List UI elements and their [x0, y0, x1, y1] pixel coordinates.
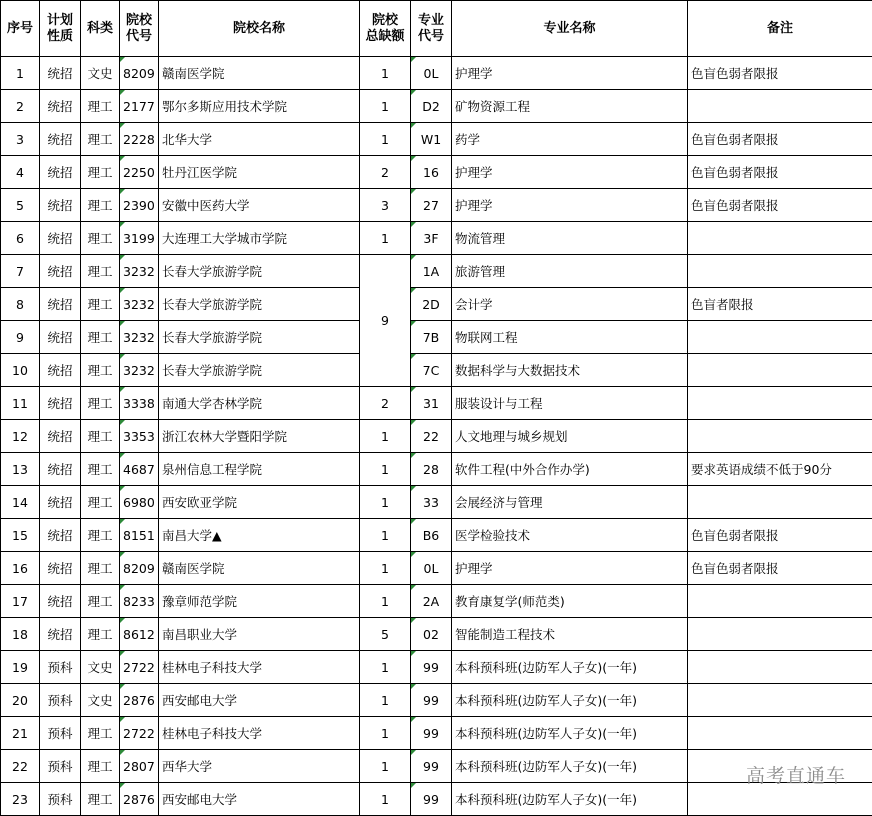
- cell-note: [688, 222, 872, 255]
- cell-seq: 10: [1, 354, 40, 387]
- cell-school-name: 泉州信息工程学院: [159, 453, 360, 486]
- cell-seq: 23: [1, 783, 40, 816]
- cell-plan-type: 统招: [40, 156, 81, 189]
- cell-major-code: 0L: [411, 552, 452, 585]
- table-row: [1, 255, 872, 288]
- table-row: [1, 57, 872, 90]
- cell-subject: 理工: [81, 717, 120, 750]
- header-row: [1, 1, 872, 57]
- cell-major-code: 02: [411, 618, 452, 651]
- table-row: [1, 387, 872, 420]
- cell-subject: 理工: [81, 354, 120, 387]
- cell-major-code: D2: [411, 90, 452, 123]
- cell-major-name: 会计学: [452, 288, 688, 321]
- cell-major-name: 本科预科班(边防军人子女)(一年): [452, 783, 688, 816]
- text-format-marker: [411, 618, 416, 623]
- cell-school-name: 长春大学旅游学院: [159, 321, 360, 354]
- cell-major-code: 99: [411, 684, 452, 717]
- cell-shortfall: 1: [360, 519, 411, 552]
- cell-subject: 理工: [81, 387, 120, 420]
- cell-note: [688, 321, 872, 354]
- text-format-marker: [411, 783, 416, 788]
- cell-major-name: 本科预科班(边防军人子女)(一年): [452, 717, 688, 750]
- cell-subject: 理工: [81, 519, 120, 552]
- cell-shortfall: 1: [360, 486, 411, 519]
- table-row: [1, 783, 872, 816]
- cell-note: [688, 783, 872, 816]
- table-row: [1, 717, 872, 750]
- cell-note: 色盲色弱者限报: [688, 552, 872, 585]
- cell-note: [688, 420, 872, 453]
- cell-seq: 3: [1, 123, 40, 156]
- cell-seq: 1: [1, 57, 40, 90]
- cell-note: 色盲色弱者限报: [688, 156, 872, 189]
- text-format-marker: [411, 684, 416, 689]
- cell-subject: 理工: [81, 123, 120, 156]
- text-format-marker: [120, 420, 125, 425]
- cell-school-code: 4687: [120, 453, 159, 486]
- cell-school-code: 8209: [120, 57, 159, 90]
- cell-seq: 11: [1, 387, 40, 420]
- cell-seq: 9: [1, 321, 40, 354]
- watermark-text: 高考直通车: [745, 765, 846, 787]
- text-format-marker: [120, 552, 125, 557]
- table-row: [1, 420, 872, 453]
- cell-major-code: 99: [411, 750, 452, 783]
- cell-shortfall: 1: [360, 717, 411, 750]
- cell-school-code: 3338: [120, 387, 159, 420]
- cell-plan-type: 统招: [40, 255, 81, 288]
- cell-major-code: 33: [411, 486, 452, 519]
- cell-note: [688, 651, 872, 684]
- cell-school-name: 鄂尔多斯应用技术学院: [159, 90, 360, 123]
- table-row: [1, 552, 872, 585]
- cell-school-code: 8209: [120, 552, 159, 585]
- cell-major-name: 人文地理与城乡规划: [452, 420, 688, 453]
- cell-major-code: 1A: [411, 255, 452, 288]
- text-format-marker: [411, 123, 416, 128]
- table-row: [1, 750, 872, 783]
- cell-school-name: 南昌大学▲: [159, 519, 360, 552]
- cell-major-name: 数据科学与大数据技术: [452, 354, 688, 387]
- cell-plan-type: 预科: [40, 750, 81, 783]
- text-format-marker: [411, 288, 416, 293]
- text-format-marker: [411, 156, 416, 161]
- cell-note: 色盲色弱者限报: [688, 57, 872, 90]
- cell-school-code: 2722: [120, 717, 159, 750]
- text-format-marker: [120, 684, 125, 689]
- cell-major-code: 22: [411, 420, 452, 453]
- cell-major-name: 智能制造工程技术: [452, 618, 688, 651]
- cell-plan-type: 统招: [40, 618, 81, 651]
- cell-subject: 理工: [81, 585, 120, 618]
- cell-school-code: 6980: [120, 486, 159, 519]
- cell-seq: 6: [1, 222, 40, 255]
- cell-plan-type: 预科: [40, 684, 81, 717]
- text-format-marker: [120, 90, 125, 95]
- cell-major-code: 2D: [411, 288, 452, 321]
- cell-school-code: 2876: [120, 783, 159, 816]
- text-format-marker: [120, 123, 125, 128]
- text-format-marker: [411, 519, 416, 524]
- cell-school-name: 赣南医学院: [159, 552, 360, 585]
- cell-school-code: 8151: [120, 519, 159, 552]
- cell-school-code: 2807: [120, 750, 159, 783]
- cell-school-name: 桂林电子科技大学: [159, 651, 360, 684]
- cell-school-code: 2250: [120, 156, 159, 189]
- cell-school-name: 西安邮电大学: [159, 684, 360, 717]
- cell-plan-type: 统招: [40, 90, 81, 123]
- text-format-marker: [411, 717, 416, 722]
- cell-major-name: 旅游管理: [452, 255, 688, 288]
- cell-shortfall: 2: [360, 156, 411, 189]
- cell-seq: 22: [1, 750, 40, 783]
- cell-school-code: 2228: [120, 123, 159, 156]
- cell-note: [688, 585, 872, 618]
- cell-seq: 13: [1, 453, 40, 486]
- text-format-marker: [120, 651, 125, 656]
- table-row: [1, 684, 872, 717]
- cell-major-name: 护理学: [452, 57, 688, 90]
- header-school-name: 院校名称: [159, 1, 360, 57]
- cell-subject: 理工: [81, 618, 120, 651]
- cell-shortfall: 1: [360, 420, 411, 453]
- text-format-marker: [120, 255, 125, 260]
- cell-note: [688, 750, 872, 783]
- cell-plan-type: 统招: [40, 354, 81, 387]
- table-row: [1, 651, 872, 684]
- cell-seq: 8: [1, 288, 40, 321]
- cell-major-code: 2A: [411, 585, 452, 618]
- text-format-marker: [120, 618, 125, 623]
- text-format-marker: [120, 486, 125, 491]
- cell-subject: 理工: [81, 486, 120, 519]
- text-format-marker: [120, 57, 125, 62]
- cell-major-code: 99: [411, 717, 452, 750]
- text-format-marker: [120, 519, 125, 524]
- cell-subject: 理工: [81, 189, 120, 222]
- cell-shortfall: 1: [360, 585, 411, 618]
- cell-school-name: 西安邮电大学: [159, 783, 360, 816]
- text-format-marker: [411, 354, 416, 359]
- cell-school-name: 长春大学旅游学院: [159, 354, 360, 387]
- cell-subject: 理工: [81, 255, 120, 288]
- cell-note: [688, 684, 872, 717]
- cell-major-code: 7C: [411, 354, 452, 387]
- cell-subject: 理工: [81, 783, 120, 816]
- cell-seq: 5: [1, 189, 40, 222]
- cell-major-code: 16: [411, 156, 452, 189]
- cell-note: [688, 486, 872, 519]
- text-format-marker: [120, 288, 125, 293]
- header-major-code: 专业 代号: [411, 1, 452, 57]
- cell-major-name: 教育康复学(师范类): [452, 585, 688, 618]
- cell-plan-type: 统招: [40, 321, 81, 354]
- cell-plan-type: 统招: [40, 387, 81, 420]
- cell-school-code: 3199: [120, 222, 159, 255]
- cell-major-name: 物联网工程: [452, 321, 688, 354]
- cell-school-name: 浙江农林大学暨阳学院: [159, 420, 360, 453]
- cell-seq: 20: [1, 684, 40, 717]
- cell-subject: 理工: [81, 552, 120, 585]
- text-format-marker: [120, 750, 125, 755]
- cell-seq: 14: [1, 486, 40, 519]
- cell-plan-type: 统招: [40, 123, 81, 156]
- cell-major-code: 99: [411, 783, 452, 816]
- cell-subject: 文史: [81, 651, 120, 684]
- text-format-marker: [120, 387, 125, 392]
- cell-seq: 4: [1, 156, 40, 189]
- table-row: [1, 618, 872, 651]
- cell-note: 色盲色弱者限报: [688, 519, 872, 552]
- text-format-marker: [120, 222, 125, 227]
- cell-subject: 理工: [81, 90, 120, 123]
- cell-major-code: 28: [411, 453, 452, 486]
- cell-subject: 理工: [81, 222, 120, 255]
- cell-shortfall: 5: [360, 618, 411, 651]
- cell-school-code: 3232: [120, 321, 159, 354]
- cell-shortfall: 3: [360, 189, 411, 222]
- cell-plan-type: 统招: [40, 222, 81, 255]
- text-format-marker: [411, 189, 416, 194]
- cell-shortfall: 1: [360, 684, 411, 717]
- table-row: [1, 486, 872, 519]
- text-format-marker: [411, 750, 416, 755]
- cell-major-code: 0L: [411, 57, 452, 90]
- table-row: [1, 321, 872, 354]
- cell-major-name: 服装设计与工程: [452, 387, 688, 420]
- cell-major-name: 本科预科班(边防军人子女)(一年): [452, 684, 688, 717]
- cell-school-name: 安徽中医药大学: [159, 189, 360, 222]
- cell-school-name: 长春大学旅游学院: [159, 255, 360, 288]
- cell-seq: 12: [1, 420, 40, 453]
- cell-subject: 文史: [81, 57, 120, 90]
- text-format-marker: [411, 255, 416, 260]
- header-plan-type: 计划 性质: [40, 1, 81, 57]
- cell-shortfall: 1: [360, 783, 411, 816]
- cell-major-code: B6: [411, 519, 452, 552]
- cell-shortfall: 1: [360, 90, 411, 123]
- text-format-marker: [120, 453, 125, 458]
- cell-school-name: 赣南医学院: [159, 57, 360, 90]
- text-format-marker: [120, 783, 125, 788]
- table-row: [1, 585, 872, 618]
- table-row: [1, 123, 872, 156]
- cell-major-name: 护理学: [452, 156, 688, 189]
- text-format-marker: [411, 387, 416, 392]
- cell-school-name: 长春大学旅游学院: [159, 288, 360, 321]
- cell-subject: 理工: [81, 156, 120, 189]
- cell-shortfall: 9: [360, 255, 411, 387]
- text-format-marker: [411, 486, 416, 491]
- cell-school-code: 2177: [120, 90, 159, 123]
- cell-seq: 19: [1, 651, 40, 684]
- table-row: [1, 189, 872, 222]
- cell-school-code: 2390: [120, 189, 159, 222]
- cell-plan-type: 统招: [40, 453, 81, 486]
- cell-major-name: 矿物资源工程: [452, 90, 688, 123]
- cell-note: 色盲者限报: [688, 288, 872, 321]
- cell-school-name: 豫章师范学院: [159, 585, 360, 618]
- text-format-marker: [120, 156, 125, 161]
- cell-major-code: 27: [411, 189, 452, 222]
- cell-major-code: W1: [411, 123, 452, 156]
- cell-school-name: 西安欧亚学院: [159, 486, 360, 519]
- cell-shortfall: 1: [360, 57, 411, 90]
- cell-note: [688, 255, 872, 288]
- cell-major-code: 7B: [411, 321, 452, 354]
- cell-plan-type: 预科: [40, 783, 81, 816]
- header-school-code: 院校 代号: [120, 1, 159, 57]
- cell-school-code: 8233: [120, 585, 159, 618]
- cell-school-name: 大连理工大学城市学院: [159, 222, 360, 255]
- text-format-marker: [120, 717, 125, 722]
- table-row: [1, 354, 872, 387]
- cell-plan-type: 预科: [40, 717, 81, 750]
- cell-subject: 理工: [81, 453, 120, 486]
- text-format-marker: [411, 222, 416, 227]
- cell-major-name: 本科预科班(边防军人子女)(一年): [452, 651, 688, 684]
- cell-shortfall: 2: [360, 387, 411, 420]
- cell-major-name: 本科预科班(边防军人子女)(一年): [452, 750, 688, 783]
- cell-note: 色盲色弱者限报: [688, 189, 872, 222]
- cell-shortfall: 1: [360, 552, 411, 585]
- cell-shortfall: 1: [360, 222, 411, 255]
- cell-major-name: 软件工程(中外合作办学): [452, 453, 688, 486]
- cell-major-code: 99: [411, 651, 452, 684]
- cell-school-name: 北华大学: [159, 123, 360, 156]
- table-row: [1, 222, 872, 255]
- cell-plan-type: 统招: [40, 585, 81, 618]
- cell-major-name: 会展经济与管理: [452, 486, 688, 519]
- cell-plan-type: 统招: [40, 486, 81, 519]
- cell-major-name: 物流管理: [452, 222, 688, 255]
- text-format-marker: [411, 651, 416, 656]
- cell-school-code: 3232: [120, 288, 159, 321]
- table-row: [1, 519, 872, 552]
- cell-school-name: 南通大学杏林学院: [159, 387, 360, 420]
- text-format-marker: [411, 321, 416, 326]
- text-format-marker: [120, 585, 125, 590]
- cell-note: [688, 618, 872, 651]
- cell-school-code: 3353: [120, 420, 159, 453]
- header-note: 备注: [688, 1, 872, 57]
- cell-subject: 文史: [81, 684, 120, 717]
- cell-school-name: 西华大学: [159, 750, 360, 783]
- cell-school-code: 8612: [120, 618, 159, 651]
- cell-subject: 理工: [81, 288, 120, 321]
- text-format-marker: [411, 585, 416, 590]
- cell-seq: 21: [1, 717, 40, 750]
- cell-school-code: 3232: [120, 255, 159, 288]
- text-format-marker: [120, 354, 125, 359]
- cell-subject: 理工: [81, 750, 120, 783]
- cell-note: [688, 90, 872, 123]
- header-seq: 序号: [1, 1, 40, 57]
- cell-seq: 16: [1, 552, 40, 585]
- table-row: [1, 90, 872, 123]
- cell-subject: 理工: [81, 321, 120, 354]
- cell-plan-type: 统招: [40, 288, 81, 321]
- cell-school-code: 2876: [120, 684, 159, 717]
- cell-school-name: 南昌职业大学: [159, 618, 360, 651]
- cell-school-name: 桂林电子科技大学: [159, 717, 360, 750]
- cell-plan-type: 统招: [40, 189, 81, 222]
- cell-plan-type: 预科: [40, 651, 81, 684]
- text-format-marker: [411, 57, 416, 62]
- table-row: [1, 288, 872, 321]
- cell-note: 要求英语成绩不低于90分: [688, 453, 872, 486]
- cell-shortfall: 1: [360, 453, 411, 486]
- cell-school-name: 牡丹江医学院: [159, 156, 360, 189]
- cell-note: [688, 717, 872, 750]
- cell-plan-type: 统招: [40, 57, 81, 90]
- cell-seq: 7: [1, 255, 40, 288]
- cell-note: [688, 387, 872, 420]
- header-subject: 科类: [81, 1, 120, 57]
- cell-major-code: 31: [411, 387, 452, 420]
- text-format-marker: [120, 321, 125, 326]
- cell-seq: 15: [1, 519, 40, 552]
- cell-plan-type: 统招: [40, 519, 81, 552]
- cell-seq: 17: [1, 585, 40, 618]
- text-format-marker: [411, 420, 416, 425]
- cell-seq: 2: [1, 90, 40, 123]
- cell-plan-type: 统招: [40, 552, 81, 585]
- cell-subject: 理工: [81, 420, 120, 453]
- text-format-marker: [411, 552, 416, 557]
- text-format-marker: [120, 189, 125, 194]
- cell-seq: 18: [1, 618, 40, 651]
- cell-shortfall: 1: [360, 750, 411, 783]
- cell-shortfall: 1: [360, 651, 411, 684]
- cell-plan-type: 统招: [40, 420, 81, 453]
- table-row: [1, 453, 872, 486]
- cell-major-name: 护理学: [452, 189, 688, 222]
- cell-note: [688, 354, 872, 387]
- cell-major-name: 护理学: [452, 552, 688, 585]
- cell-school-code: 3232: [120, 354, 159, 387]
- cell-note: 色盲色弱者限报: [688, 123, 872, 156]
- cell-major-name: 医学检验技术: [452, 519, 688, 552]
- text-format-marker: [411, 90, 416, 95]
- cell-shortfall: 1: [360, 123, 411, 156]
- cell-major-code: 3F: [411, 222, 452, 255]
- table-row: [1, 156, 872, 189]
- cell-school-code: 2722: [120, 651, 159, 684]
- text-format-marker: [411, 453, 416, 458]
- cell-major-name: 药学: [452, 123, 688, 156]
- header-major-name: 专业名称: [452, 1, 688, 57]
- header-shortfall: 院校 总缺额: [360, 1, 411, 57]
